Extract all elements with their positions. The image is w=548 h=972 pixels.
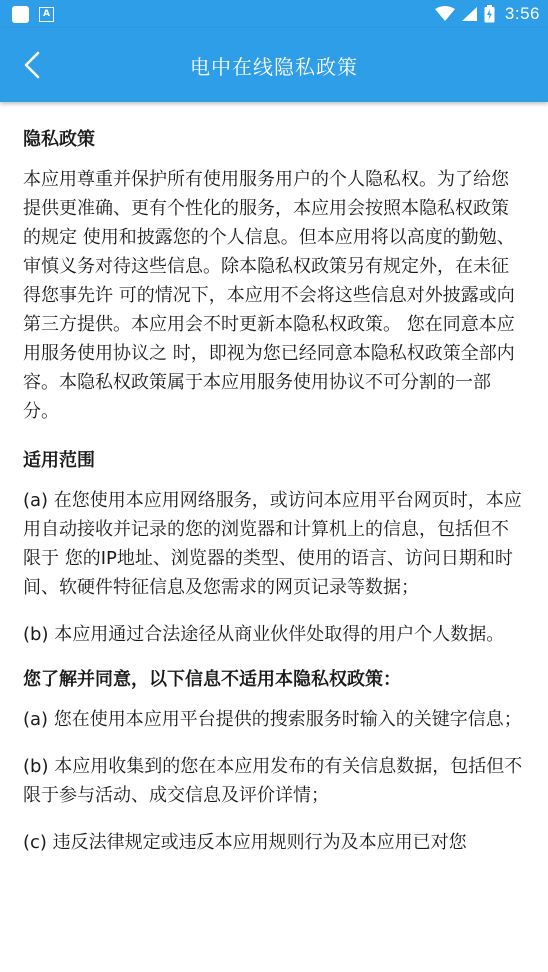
wifi-icon — [435, 6, 455, 22]
section-heading-exclusions: 您了解并同意，以下信息不适用本隐私权政策： — [23, 669, 401, 690]
policy-content[interactable] — [0, 102, 548, 857]
app-notification-icon — [12, 6, 29, 23]
chevron-left-icon — [22, 50, 42, 80]
battery-icon — [484, 5, 495, 23]
paragraph-scope-b: (b) 本应用通过合法途径从商业伙伴处取得的用户个人数据。 — [23, 624, 505, 645]
back-button[interactable] — [10, 43, 54, 87]
page-title: 电中在线隐私政策 — [190, 54, 358, 79]
signal-icon — [461, 6, 478, 22]
status-notifications — [12, 6, 54, 23]
status-bar — [0, 0, 548, 28]
paragraph-privacy-intro: 本应用尊重并保护所有使用服务用户的个人隐私权。为了给您提供更准确、更有个性化的服务，本应用会按照本隐私权政策的规定 使用和披露您的个人信息。但本应用将以高度的勤勉、审慎义务对待这些信息。除本隐私权政策另有规定外，在未征得您事先许 可的情况下，本应用不会将这些信息对外披露或向第三方提供。本应用会不时更新本隐私权政策。 您在同意本应用服务使用协议之 时，即视为您已经同意本隐私权政策全部内容。本隐私权政策属于本应用服务使用协议不可分割的一部分。 — [23, 169, 515, 422]
paragraph-scope-a: (a) 在您使用本应用网络服务，或访问本应用平台网页时，本应用自动接收并记录的您的浏览器和计算机上的信息，包括但不限于 您的IP地址、浏览器的类型、使用的语言、访问日期和时间、软硬件特征信息及您需求的网页记录等数据； — [23, 490, 522, 598]
paragraph-exclusion-b: (b) 本应用收集到的您在本应用发布的有关信息数据，包括但不限于参与活动、成交信息及评价详情； — [23, 756, 523, 806]
text-notification-icon: A — [39, 7, 54, 22]
section-heading-privacy-policy: 隐私政策 — [23, 129, 95, 150]
app-bar — [0, 28, 548, 102]
status-system-icons — [435, 4, 540, 24]
paragraph-exclusion-c: (c) 违反法律规定或违反本应用规则行为及本应用已对您 — [23, 832, 467, 853]
section-heading-scope: 适用范围 — [23, 450, 95, 471]
paragraph-exclusion-a: (a) 您在使用本应用平台提供的搜索服务时输入的关键字信息； — [23, 709, 522, 730]
status-time: 3:56 — [504, 4, 540, 23]
